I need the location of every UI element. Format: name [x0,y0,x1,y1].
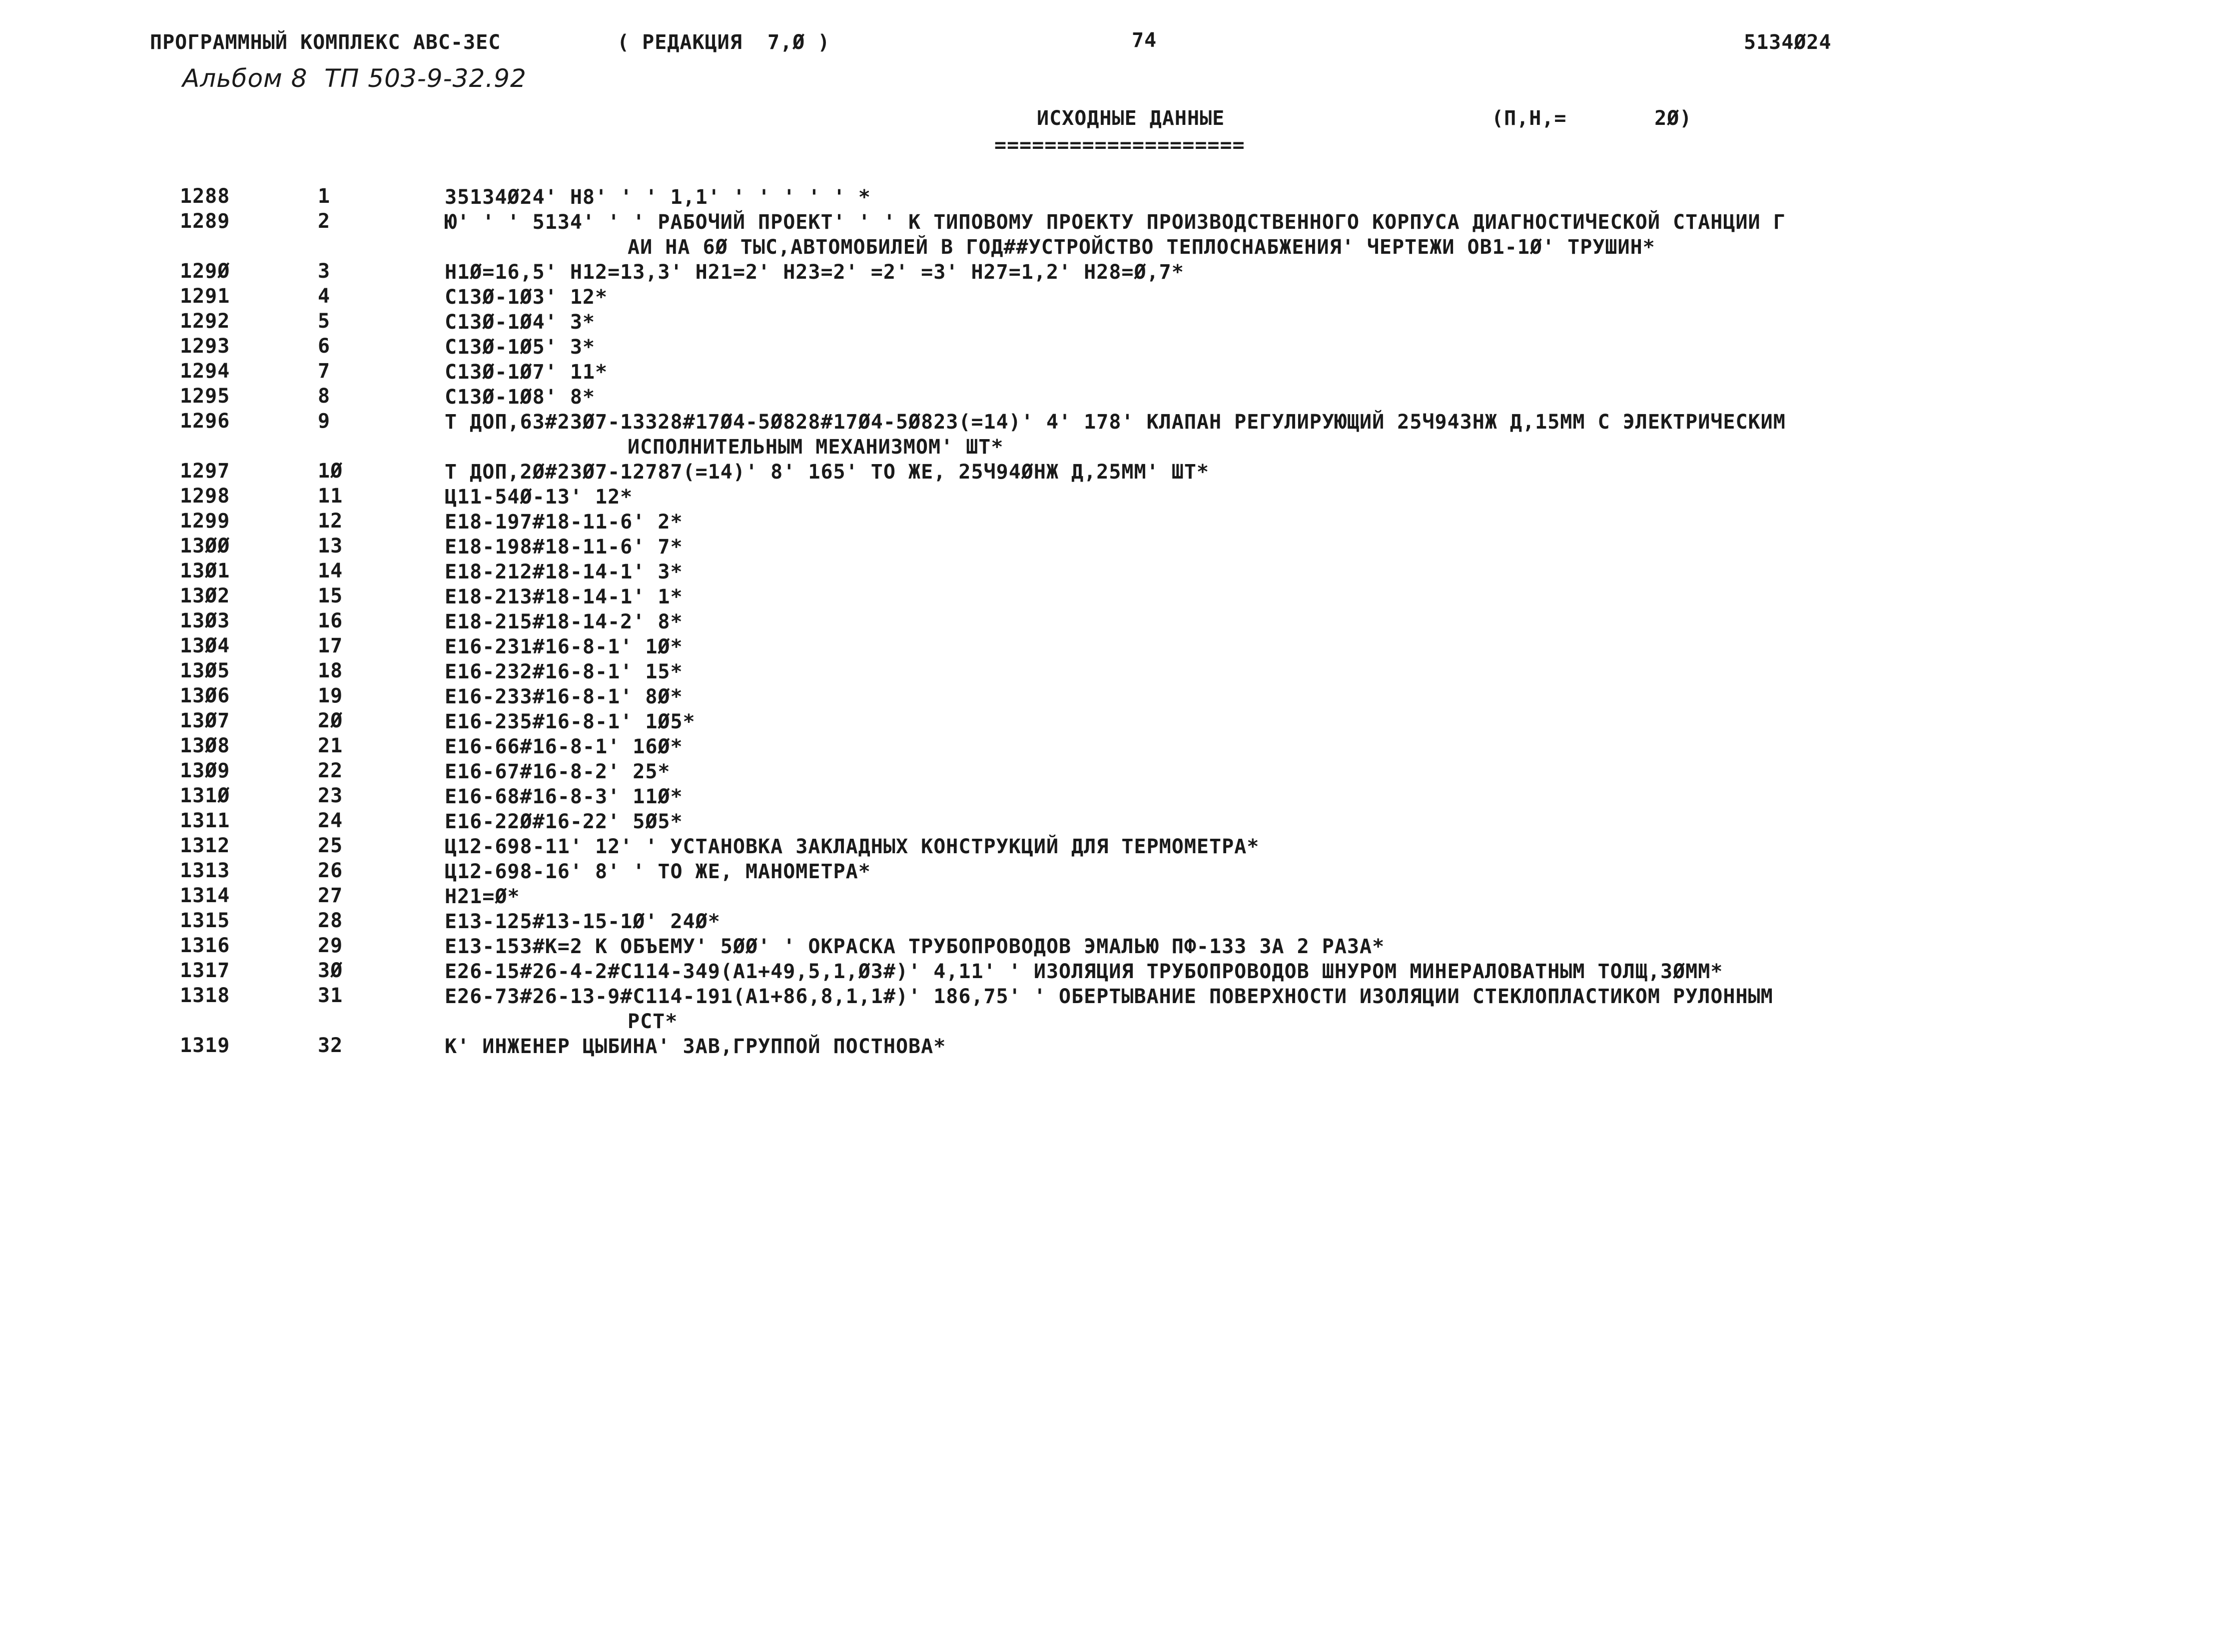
record-text [445,984,2094,1034]
record-text-line: Т ДОП,2Ø#23Ø7-12787(=14)' 8' 165' ТО ЖЕ, 25Ч94ØНЖ Д,25ММ' ШТ* [445,461,1210,484]
record-text [445,884,2094,909]
record-text [445,410,2094,460]
record-text-line: С13Ø-1Ø4' 3* [445,311,595,334]
line-number: 21 [318,734,343,757]
record-text-line: Е16-231#16-8-1' 1Ø* [445,635,683,658]
line-number: 16 [318,609,343,632]
line-number: 18 [318,659,343,682]
record-text-continuation: ИСПОЛНИТЕЛЬНЫМ МЕХАНИЗМОМ' ШТ* [628,436,1004,459]
record-text [445,460,2094,485]
album-handwritten-note: Альбом 8 ТП 503-9-32.92 [182,64,527,93]
record-text-line: Ю' ' ' 5134' ' ' РАБОЧИЙ ПРОЕКТ' ' ' К ТИПОВОМУ ПРОЕКТУ ПРОИЗВОДСТВЕННОГО КОРПУСА ДИАГНОСТИЧЕСКОЙ СТАНЦИИ Г [445,211,1786,234]
record-number: 13Ø4 [180,634,230,657]
line-number: 11 [318,485,343,508]
listing-row [0,559,2213,584]
line-number: 26 [318,859,343,882]
record-number: 1296 [180,410,230,433]
record-text [445,934,2094,959]
line-number: 1Ø [318,460,343,483]
record-text-continuation: РСТ* [628,1010,678,1033]
edition-label: ( РЕДАКЦИЯ 7,Ø ) [617,31,830,54]
record-text [445,385,2094,410]
line-number: 29 [318,934,343,957]
document-code: 5134Ø24 [1744,31,1832,54]
listing-row [0,684,2213,709]
record-text [445,485,2094,510]
listing-row [0,510,2213,535]
listing-row [0,984,2213,1034]
record-text [445,659,2094,684]
record-number: 1314 [180,884,230,907]
listing-row [0,634,2213,659]
listing-row [0,1034,2213,1059]
record-text-line: Н21=Ø* [445,885,520,908]
line-number: 3Ø [318,959,343,982]
record-text [445,335,2094,360]
record-text-line: Е16-66#16-8-1' 16Ø* [445,735,683,758]
record-number: 1294 [180,360,230,383]
line-number: 17 [318,634,343,657]
listing-row [0,285,2213,310]
record-number: 1317 [180,959,230,982]
record-number: 1293 [180,335,230,358]
record-text-line: Е26-73#26-13-9#С114-191(А1+86,8,1,1#)' 186,75' ' ОБЕРТЫВАНИЕ ПОВЕРХНОСТИ ИЗОЛЯЦИИ СТЕКЛОПЛАСТИКОМ РУЛОННЫМ [445,985,1773,1008]
data-listing [0,185,2213,1059]
line-number: 3 [318,260,331,283]
record-number: 1295 [180,385,230,408]
line-number: 1 [318,185,331,208]
record-text-line: С13Ø-1Ø5' 3* [445,336,595,359]
record-text-line: С13Ø-1Ø8' 8* [445,386,595,409]
record-number: 13Ø5 [180,659,230,682]
record-text-line: Е16-235#16-8-1' 1Ø5* [445,710,696,733]
record-number: 13Ø8 [180,734,230,757]
record-number: 129Ø [180,260,230,283]
line-number: 32 [318,1034,343,1057]
record-text [445,859,2094,884]
line-number: 12 [318,510,343,533]
listing-row [0,385,2213,410]
line-number: 14 [318,559,343,582]
record-text [445,584,2094,609]
record-text [445,185,2094,210]
record-number: 1292 [180,310,230,333]
line-number: 7 [318,360,331,383]
record-text-line: Е13-125#13-15-1Ø' 24Ø* [445,910,721,933]
listing-row [0,809,2213,834]
listing-row [0,410,2213,460]
record-text [445,709,2094,734]
record-text-line: Е16-68#16-8-3' 11Ø* [445,785,683,808]
listing-row [0,584,2213,609]
section-params: (П,Н,= 2Ø) [1491,107,1692,130]
line-number: 22 [318,759,343,782]
listing-row [0,959,2213,984]
line-number: 6 [318,335,331,358]
listing-row [0,260,2213,285]
record-text [445,285,2094,310]
record-number: 1319 [180,1034,230,1057]
record-number: 1298 [180,485,230,508]
record-text [445,1034,2094,1059]
record-text-line: Ц12-698-11' 12' ' УСТАНОВКА ЗАКЛАДНЫХ КОНСТРУКЦИЙ ДЛЯ ТЕРМОМЕТРА* [445,835,1260,858]
line-number: 8 [318,385,331,408]
record-number: 1297 [180,460,230,483]
listing-row [0,784,2213,809]
record-text-line: Ц12-698-16' 8' ' ТО ЖЕ, МАНОМЕТРА* [445,860,871,883]
record-text [445,784,2094,809]
page-number: 74 [1132,29,1157,52]
record-text [445,684,2094,709]
record-text-line: Е18-215#18-14-2' 8* [445,610,683,633]
record-number: 1291 [180,285,230,308]
listing-row [0,934,2213,959]
record-text-line: Е18-198#18-11-6' 7* [445,536,683,558]
title-underline: ==================== [994,134,1245,157]
listing-row [0,310,2213,335]
record-text-line: Е26-15#26-4-2#С114-349(А1+49,5,1,Ø3#)' 4,11' ' ИЗОЛЯЦИЯ ТРУБОПРОВОДОВ ШНУРОМ МИНЕРАЛОВАТНЫМ ТОЛЩ,3ØММ* [445,960,1723,983]
line-number: 28 [318,909,343,932]
record-text-line: Е18-213#18-14-1' 1* [445,585,683,608]
record-text [445,834,2094,859]
record-number: 1315 [180,909,230,932]
record-text [445,734,2094,759]
record-text [445,360,2094,385]
record-number: 1311 [180,809,230,832]
line-number: 5 [318,310,331,333]
record-text-line: Е18-197#18-11-6' 2* [445,511,683,534]
record-text-line: Е16-22Ø#16-22' 5Ø5* [445,810,683,833]
line-number: 13 [318,535,343,557]
record-text [445,559,2094,584]
listing-row [0,609,2213,634]
line-number: 19 [318,684,343,707]
line-number: 4 [318,285,331,308]
record-text [445,759,2094,784]
listing-row [0,834,2213,859]
listing-row [0,909,2213,934]
record-text [445,959,2094,984]
record-text [445,809,2094,834]
record-text-line: З5134Ø24' Н8' ' ' 1,1' ' ' ' ' ' * [445,186,871,209]
record-text [445,634,2094,659]
record-number: 13Ø7 [180,709,230,732]
listing-row [0,659,2213,684]
line-number: 31 [318,984,343,1007]
record-text-line: Е16-233#16-8-1' 8Ø* [445,685,683,708]
record-number: 13ØØ [180,535,230,557]
record-number: 1299 [180,510,230,533]
record-number: 131Ø [180,784,230,807]
listing-row [0,360,2213,385]
line-number: 2Ø [318,709,343,732]
record-text-line: К' ИНЖЕНЕР ЦЫБИНА' ЗАВ,ГРУППОЙ ПОСТНОВА* [445,1035,946,1058]
record-text [445,210,2094,260]
record-text-continuation: АИ НА 6Ø ТЫС,АВТОМОБИЛЕЙ В ГОД##УСТРОЙСТВО ТЕПЛОСНАБЖЕНИЯ' ЧЕРТЕЖИ ОВ1-1Ø' ТРУШИН* [628,236,1655,259]
section-title: ИСХОДНЫЕ ДАННЫЕ [1037,107,1225,130]
listing-row [0,759,2213,784]
listing-row [0,185,2213,210]
record-number: 13Ø1 [180,559,230,582]
record-text [445,510,2094,535]
program-name: ПРОГРАММНЫЙ КОМПЛЕКС АВС-3ЕС [150,31,501,54]
record-number: 13Ø6 [180,684,230,707]
record-number: 1318 [180,984,230,1007]
record-text-line: Е13-153#К=2 К ОБЪЕМУ' 5ØØ' ' ОКРАСКА ТРУБОПРОВОДОВ ЭМАЛЬЮ ПФ-133 ЗА 2 РАЗА* [445,935,1385,958]
listing-row [0,335,2213,360]
listing-row [0,485,2213,510]
record-number: 13Ø3 [180,609,230,632]
record-number: 1313 [180,859,230,882]
record-text [445,909,2094,934]
record-number: 1316 [180,934,230,957]
record-text-line: Е18-212#18-14-1' 3* [445,560,683,583]
record-text [445,609,2094,634]
record-text-line: Т ДОП,63#23Ø7-13328#17Ø4-5Ø828#17Ø4-5Ø823(=14)' 4' 178' КЛАПАН РЕГУЛИРУЮЩИЙ 25Ч943НЖ Д,15ММ С ЭЛЕКТРИЧЕСКИМ [445,411,1786,434]
listing-row [0,859,2213,884]
listing-row [0,460,2213,485]
line-number: 2 [318,210,331,233]
record-text [445,535,2094,559]
line-number: 23 [318,784,343,807]
line-number: 15 [318,584,343,607]
listing-row [0,210,2213,260]
listing-row [0,535,2213,559]
record-number: 1288 [180,185,230,208]
listing-row [0,884,2213,909]
listing-row [0,709,2213,734]
record-number: 1312 [180,834,230,857]
record-text-line: Ц11-54Ø-13' 12* [445,486,633,509]
record-number: 13Ø2 [180,584,230,607]
record-text [445,310,2094,335]
line-number: 9 [318,410,331,433]
listing-row [0,734,2213,759]
line-number: 25 [318,834,343,857]
record-text-line: Е16-232#16-8-1' 15* [445,660,683,683]
record-text-line: С13Ø-1Ø3' 12* [445,286,608,309]
line-number: 24 [318,809,343,832]
record-text-line: Е16-67#16-8-2' 25* [445,760,671,783]
line-number: 27 [318,884,343,907]
record-text-line: С13Ø-1Ø7' 11* [445,361,608,384]
record-text [445,260,2094,285]
record-number: 1289 [180,210,230,233]
record-text-line: Н1Ø=16,5' Н12=13,3' Н21=2' Н23=2' =2' =3' Н27=1,2' Н28=Ø,7* [445,261,1184,284]
record-number: 13Ø9 [180,759,230,782]
